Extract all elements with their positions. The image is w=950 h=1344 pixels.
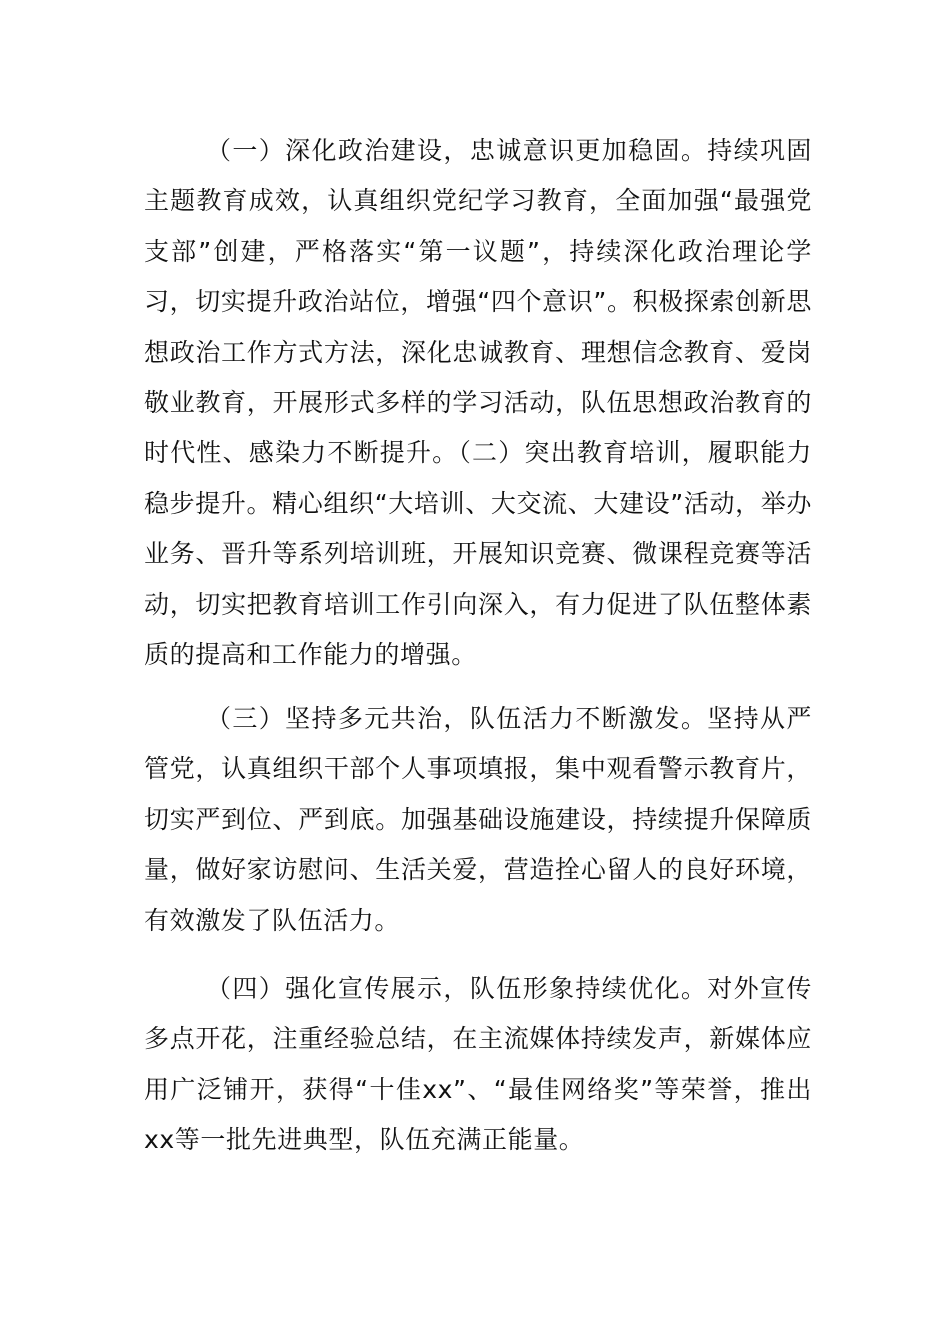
paragraph-section-4: （四）强化宣传展示，队伍形象持续优化。对外宣传多点开花，注重经验总结，在主流媒体持续发声，新媒体应用广泛铺开，获得“十佳xx”、“最佳网络奖”等荣誉，推出xx等一批先进典型，队伍充满正能量。 — [144, 974, 812, 1155]
paragraph-section-1-2: （一）深化政治建设，忠诚意识更加稳固。持续巩固主题教育成效，认真组织党纪学习教育，全面加强“最强党支部”创建，严格落实“第一议题”，持续深化政治理论学习，切实提升政治站位，增强“四个意识”。积极探索创新思想政治工作方式方法，深化忠诚教育、理想信念教育、爱岗敬业教育，开展形式多样的学习活动，队伍思想政治教育的时代性、感染力不断提升。（二）突出教育培训，履职能力稳步提升。精心组织“大培训、大交流、大建设”活动，举办业务、晋升等系列培训班，开展知识竞赛、微课程竞赛等活动，切实把教育培训工作引向深入，有力促进了队伍整体素质的提高和工作能力的增强。 — [144, 136, 812, 670]
paragraph-section-3: （三）坚持多元共治，队伍活力不断激发。坚持从严管党，认真组织干部个人事项填报，集中观看警示教育片，切实严到位、严到底。加强基础设施建设，持续提升保障质量，做好家访慰问、生活关爱，营造拴心留人的良好环境，有效激发了队伍活力。 — [144, 704, 812, 935]
